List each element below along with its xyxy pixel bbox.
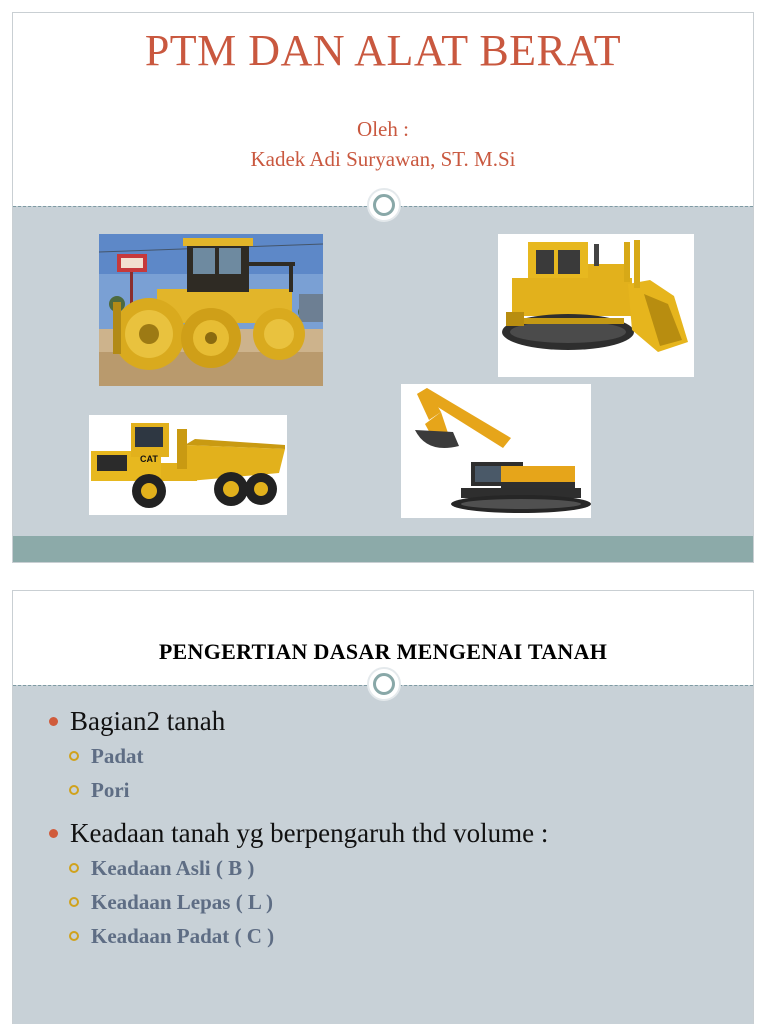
list-item: [49, 815, 548, 953]
presentation-title: PTM DAN ALAT BERAT: [144, 26, 622, 75]
divider-ring-icon: [367, 667, 401, 701]
excavator-photo: [401, 384, 591, 518]
sub-list-item: [69, 773, 548, 807]
dump-truck-photo: [89, 415, 287, 515]
sub-bullet-text: Keadaan Padat ( C ): [91, 924, 275, 948]
bullet-ring-icon: [69, 863, 79, 873]
bullet-dot-icon: [49, 717, 58, 726]
author-label: Oleh :: [357, 117, 409, 141]
sub-list-item: [69, 739, 548, 773]
sub-list-item: [69, 851, 548, 885]
sub-bullet-text: Pori: [91, 778, 130, 802]
bullet-list: [49, 703, 548, 957]
content-slide: [12, 590, 754, 1024]
bullet-text-row: [49, 703, 548, 739]
list-item: [49, 703, 548, 807]
compactor-photo: [99, 234, 323, 386]
sub-bullet-text: Keadaan Asli ( B ): [91, 856, 255, 880]
author-name: Kadek Adi Suryawan, ST. M.Si: [250, 147, 516, 171]
divider-ring-icon: [367, 188, 401, 222]
truck-brand-label: CAT: [140, 454, 158, 464]
bulldozer-photo: [498, 234, 694, 377]
slide-heading: PENGERTIAN DASAR MENGENAI TANAH: [158, 639, 608, 664]
bullet-text-row: [49, 815, 548, 851]
bullet-ring-icon: [69, 751, 79, 761]
sub-bullet-text: Keadaan Lepas ( L ): [91, 890, 274, 914]
bullet-ring-icon: [69, 931, 79, 941]
bullet-dot-icon: [49, 829, 58, 838]
bullet-ring-icon: [69, 897, 79, 907]
bullet-text: Keadaan tanah yg berpengaruh thd volume :: [70, 818, 549, 848]
sub-bullet-list: [49, 739, 548, 807]
title-slide: [12, 12, 754, 563]
sub-bullet-text: Padat: [91, 744, 144, 768]
footer-band: [13, 536, 753, 562]
sub-list-item: [69, 919, 548, 953]
title-slide-header: [13, 13, 753, 206]
sub-bullet-list: [49, 851, 548, 953]
bullet-text: Bagian2 tanah: [70, 706, 226, 736]
sub-list-item: [69, 885, 548, 919]
bullet-ring-icon: [69, 785, 79, 795]
